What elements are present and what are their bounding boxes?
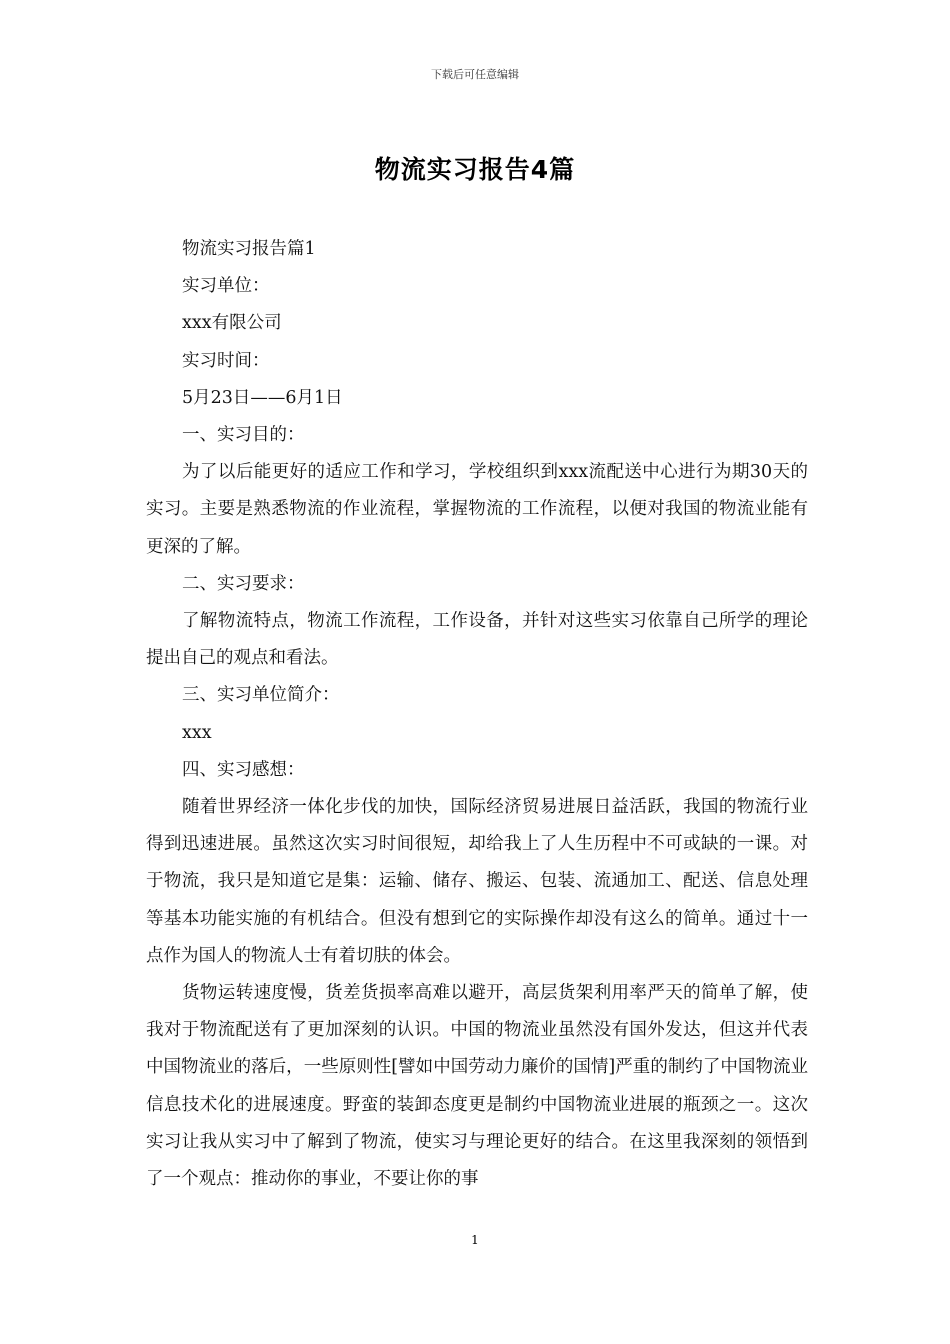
section-heading: 四、实习感想： bbox=[182, 759, 305, 780]
field-value: xxx bbox=[182, 722, 212, 743]
document-title: 物流实习报告4篇 bbox=[374, 155, 576, 184]
section-heading: 三、实习单位简介： bbox=[182, 685, 340, 706]
section-heading: 一、实习目的： bbox=[182, 425, 305, 446]
section-heading: 二、实习要求： bbox=[182, 573, 305, 594]
header-note: 下载后可任意编辑 bbox=[431, 68, 519, 81]
field-value: 5月23日——6月1日 bbox=[182, 387, 343, 408]
field-label: 实习单位： bbox=[182, 276, 270, 297]
section-heading: 物流实习报告篇1 bbox=[182, 239, 316, 259]
document-body bbox=[146, 231, 808, 1198]
paragraph: 货物运转速度慢，货差货损率高难以避开，高层货架利用率严天的简单了解，使我对于物流配送有了更加深刻的认识。中国的物流业虽然没有国外发达，但这并代表中国物流业的落后，一些原则性[譬如中国劳动力廉价的国情]严重的制约了中国物流业信息技术化的进展速度。野蛮的装卸态度更是制约中国物流业进展的瓶颈之一。这次实习让我从实习中了解到了物流，使实习与理论更好的结合。在这里我深刻的领悟到了一个观点：推动你的事业，不要让你的事 bbox=[146, 983, 808, 1190]
page-number: 1 bbox=[471, 1233, 479, 1247]
field-value: xxx有限公司 bbox=[182, 313, 282, 334]
paragraph: 了解物流特点，物流工作流程，工作设备，并针对这些实习依靠自己所学的理论提出自己的观点和看法。 bbox=[146, 611, 808, 669]
paragraph: 随着世界经济一体化步伐的加快，国际经济贸易进展日益活跃，我国的物流行业得到迅速进展。虽然这次实习时间很短，却给我上了人生历程中不可或缺的一课。对于物流，我只是知道它是集：运输、储存、搬运、包装、流通加工、配送、信息处理等基本功能实施的有机结合。但没有想到它的实际操作却没有这么的简单。通过十一点作为国人的物流人士有着切肤的体会。 bbox=[146, 797, 808, 966]
field-label: 实习时间： bbox=[182, 350, 270, 371]
paragraph: 为了以后能更好的适应工作和学习，学校组织到xxx流配送中心进行为期30天的实习。主要是熟悉物流的作业流程，掌握物流的工作流程，以便对我国的物流业能有更深的了解。 bbox=[146, 462, 808, 557]
